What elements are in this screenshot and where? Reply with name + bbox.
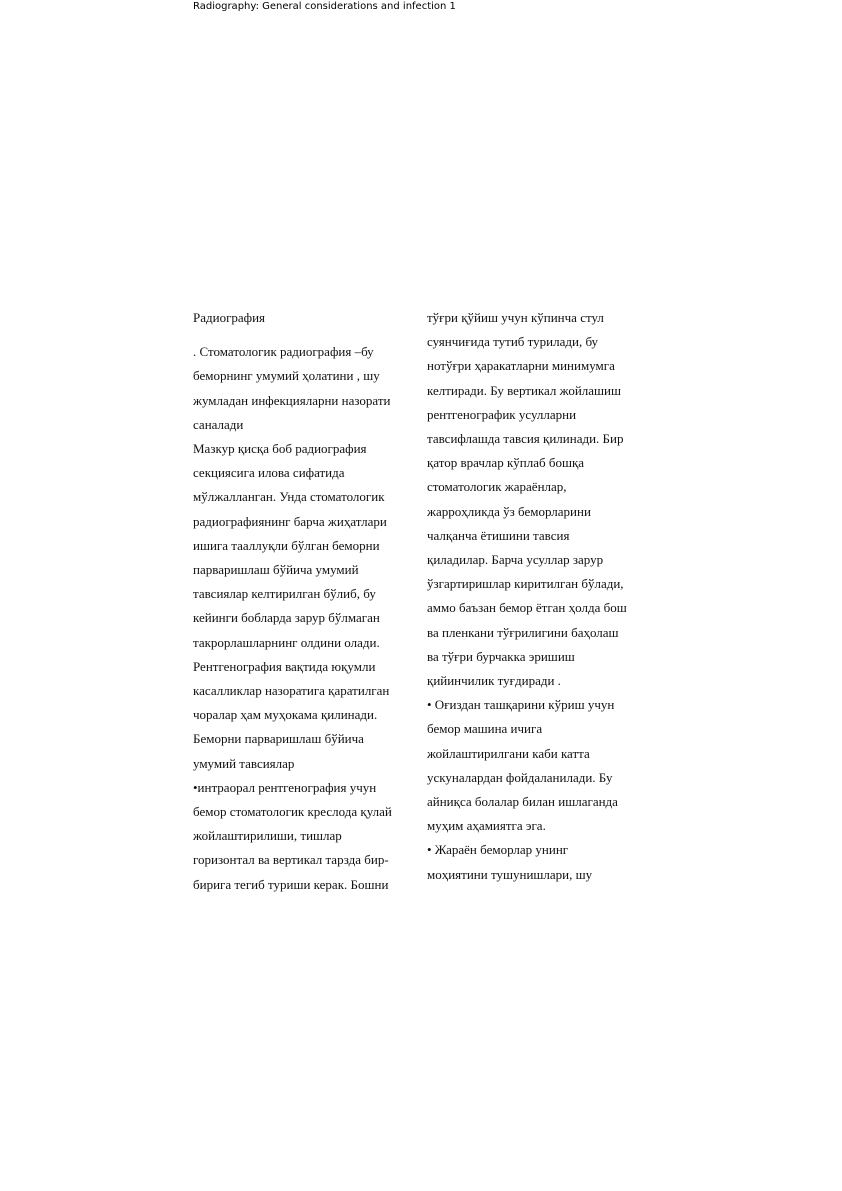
text-line: чоралар ҳам муҳокама қилинади. — [193, 707, 378, 723]
left-column — [193, 306, 415, 897]
text-line: Рентгенография вақтида юқумли — [193, 658, 376, 674]
text-line: ускуналардан фойдаланилади. Бу — [427, 769, 613, 785]
text-line: •интраорал рентгенография учун — [193, 779, 377, 795]
text-line: ўзгартиришлар киритилган бўлади, — [427, 576, 624, 592]
text-line: қатор врачлар кўплаб бошқа — [427, 455, 585, 471]
text-line: Мазкур қисқа боб радиография — [193, 441, 367, 457]
text-line: айниқса болалар билан ишлаганда — [427, 794, 618, 810]
text-line: Беморни парваришлаш бўйича — [193, 731, 364, 747]
text-line: секциясига илова сифатида — [193, 465, 345, 481]
text-line: стоматологик жараёнлар, — [427, 479, 567, 495]
text-line: муҳим аҳамиятга эга. — [427, 818, 546, 834]
text-line: саналади — [193, 416, 244, 432]
text-line: моҳиятини тушунишлари, шу — [427, 866, 593, 882]
text-line: жойлаштирилгани каби катта — [427, 745, 590, 761]
text-line: кейинги бобларда зарур бўлмаган — [193, 610, 380, 626]
text-line: ишига тааллуқли бўлган беморни — [193, 537, 380, 553]
text-line: беморнинг умумий ҳолатини , шу — [193, 368, 380, 384]
text-line: мўлжалланган. Унда стоматологик — [193, 489, 385, 505]
heading-spacer — [193, 330, 415, 340]
text-line: • Жараён беморлар унинг — [427, 842, 569, 858]
text-line: қиладилар. Барча усуллар зарур — [427, 552, 604, 568]
text-line: тўғри қўйиш учун кўпинча стул — [427, 310, 604, 325]
text-line: жарроҳликда ўз беморларини — [427, 503, 591, 519]
text-line: парваришлаш бўйича умумий — [193, 562, 359, 578]
text-line: бемор стоматологик креслода қулай — [193, 804, 392, 820]
text-line: умумий тавсиялар — [193, 755, 295, 771]
text-line: бемор машина ичига — [427, 721, 543, 737]
text-line: рентгенографик усулларни — [427, 406, 577, 422]
text-line: келтиради. Бу вертикал жойлашиш — [427, 382, 622, 398]
text-line: тавсиялар келтирилган бўлиб, бу — [193, 586, 376, 602]
text-line: тавсифлашда тавсия қилинади. Бир — [427, 431, 624, 447]
text-line: суянчиғида тутиб турилади, бу — [427, 334, 599, 350]
text-line: нотўғри ҳаракатларни минимумга — [427, 358, 615, 374]
text-line: жойлаштирилиши, тишлар — [193, 828, 342, 844]
text-line: жумладан инфекцияларни назорати — [193, 392, 391, 408]
text-line: такрорлашларнинг олдини олади. — [193, 634, 380, 650]
text-line: ва пленкани тўғрилигини баҳолаш — [427, 624, 619, 640]
text-line: радиографиянинг барча жиҳатлари — [193, 513, 387, 529]
text-line: . Стоматологик радиография –бу — [193, 344, 374, 360]
text-line: чалқанча ётишини тавсия — [427, 527, 570, 543]
text-line: қийинчилик туғдиради . — [427, 673, 561, 689]
text-line: ва тўғри бурчакка эришиш — [427, 648, 575, 664]
text-line: горизонтал ва вертикал тарзда бир- — [193, 852, 389, 868]
text-line: касалликлар назоратига қаратилган — [193, 683, 390, 699]
text-line: аммо баъзан бемор ётган ҳолда бош — [427, 600, 627, 616]
text-line: • Оғиздан ташқарини кўриш учун — [427, 697, 615, 713]
text-line: бирига тегиб туриши керак. Бошни — [193, 876, 389, 892]
section-heading: Радиография — [193, 310, 266, 325]
right-column — [427, 306, 652, 887]
running-header: Radiography: General considerations and infection 1 — [193, 1, 456, 12]
